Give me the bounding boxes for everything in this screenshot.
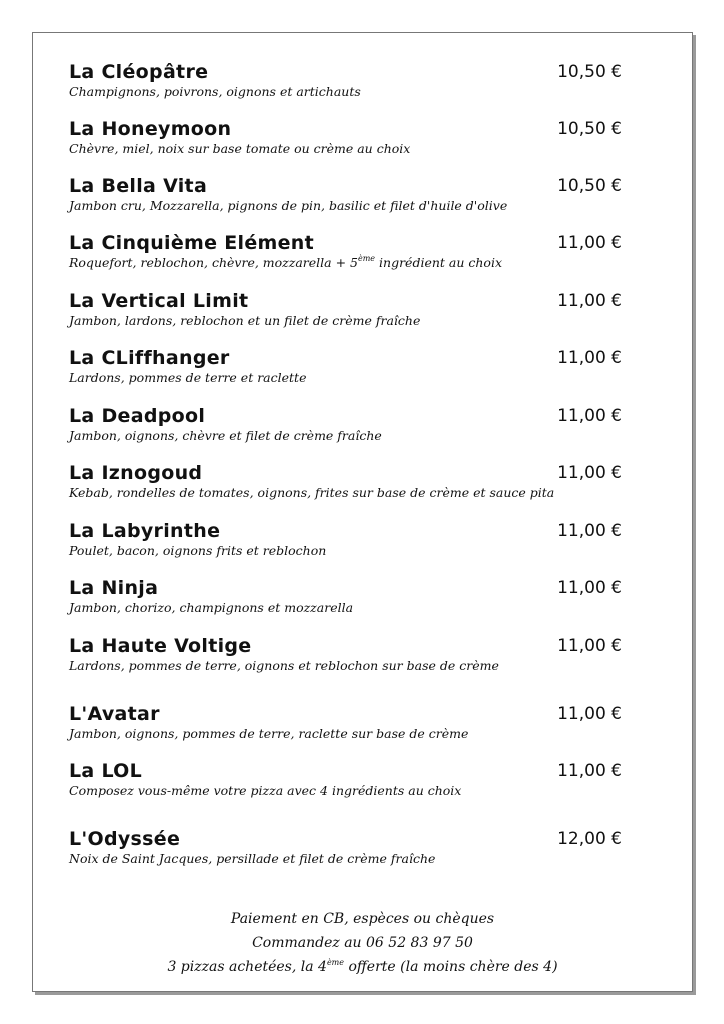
menu-item xyxy=(69,828,622,867)
pizza-description: Lardons, pommes de terre, oignons et reblochon sur base de crème xyxy=(69,658,499,673)
pizza-name: La Honeymoon xyxy=(69,118,232,140)
pizza-name: La Vertical Limit xyxy=(69,290,249,312)
pizza-description: Chèvre, miel, noix sur base tomate ou crème au choix xyxy=(69,141,411,156)
menu-item xyxy=(69,118,622,157)
menu-item xyxy=(69,462,622,501)
menu-item xyxy=(69,290,622,329)
pizza-price: 11,00 € xyxy=(557,291,622,311)
pizza-name: La Ninja xyxy=(69,577,159,599)
pizza-description: Kebab, rondelles de tomates, oignons, frites sur base de crème et sauce pita xyxy=(69,485,555,500)
pizza-price: 11,00 € xyxy=(557,636,622,656)
menu-item xyxy=(69,232,622,271)
pizza-name: La Deadpool xyxy=(69,405,206,427)
pizza-name: La Labyrinthe xyxy=(69,520,221,542)
pizza-name: La LOL xyxy=(69,760,143,782)
pizza-price: 11,00 € xyxy=(557,348,622,368)
menu-item xyxy=(69,61,622,100)
pizza-price: 10,50 € xyxy=(557,119,622,139)
menu-item xyxy=(69,577,622,616)
pizza-description: Noix de Saint Jacques, persillade et filet de crème fraîche xyxy=(69,851,436,866)
pizza-price: 11,00 € xyxy=(557,704,622,724)
menu-item xyxy=(69,520,622,559)
pizza-price: 11,00 € xyxy=(557,578,622,598)
pizza-description: Jambon cru, Mozzarella, pignons de pin, basilic et filet d'huile d'olive xyxy=(69,198,508,213)
menu-item xyxy=(69,703,622,742)
pizza-description: Roquefort, reblochon, chèvre, mozzarella + 5ème ingrédient au choix xyxy=(69,254,502,270)
menu-item xyxy=(69,635,622,674)
pizza-name: La CLiffhanger xyxy=(69,347,230,369)
pizza-description: Lardons, pommes de terre et raclette xyxy=(69,370,307,385)
menu-footer xyxy=(33,907,692,979)
pizza-name: La Haute Voltige xyxy=(69,635,252,657)
pizza-name: La Iznogoud xyxy=(69,462,203,484)
pizza-price: 11,00 € xyxy=(557,233,622,253)
pizza-price: 11,00 € xyxy=(557,463,622,483)
menu-item xyxy=(69,175,622,214)
order-phone: Commandez au 06 52 83 97 50 xyxy=(252,935,473,951)
pizza-description: Poulet, bacon, oignons frits et reblochon xyxy=(69,543,327,558)
menu-page xyxy=(32,32,693,992)
pizza-price: 10,50 € xyxy=(557,62,622,82)
pizza-description: Jambon, oignons, chèvre et filet de crème fraîche xyxy=(69,428,382,443)
pizza-name: L'Odyssée xyxy=(69,828,181,850)
pizza-description: Composez vous-même votre pizza avec 4 ingrédients au choix xyxy=(69,783,462,798)
pizza-description: Jambon, lardons, reblochon et un filet de crème fraîche xyxy=(69,313,421,328)
pizza-description: Jambon, oignons, pommes de terre, raclette sur base de crème xyxy=(69,726,469,741)
pizza-name: La Bella Vita xyxy=(69,175,208,197)
pizza-name: L'Avatar xyxy=(69,703,160,725)
pizza-description: Jambon, chorizo, champignons et mozzarella xyxy=(69,600,354,615)
pizza-price: 11,00 € xyxy=(557,406,622,426)
pizza-price: 12,00 € xyxy=(557,829,622,849)
payment-info: Paiement en CB, espèces ou chèques xyxy=(230,911,495,927)
menu-item xyxy=(69,347,622,386)
menu-item xyxy=(69,760,622,799)
pizza-description: Champignons, poivrons, oignons et artichauts xyxy=(69,84,361,99)
pizza-price: 11,00 € xyxy=(557,761,622,781)
menu-item xyxy=(69,405,622,444)
offer-info: 3 pizzas achetées, la 4ème offerte (la moins chère des 4) xyxy=(167,958,558,975)
pizza-name: La Cléopâtre xyxy=(69,61,209,83)
pizza-price: 10,50 € xyxy=(557,176,622,196)
pizza-price: 11,00 € xyxy=(557,521,622,541)
pizza-name: La Cinquième Elément xyxy=(69,232,315,254)
